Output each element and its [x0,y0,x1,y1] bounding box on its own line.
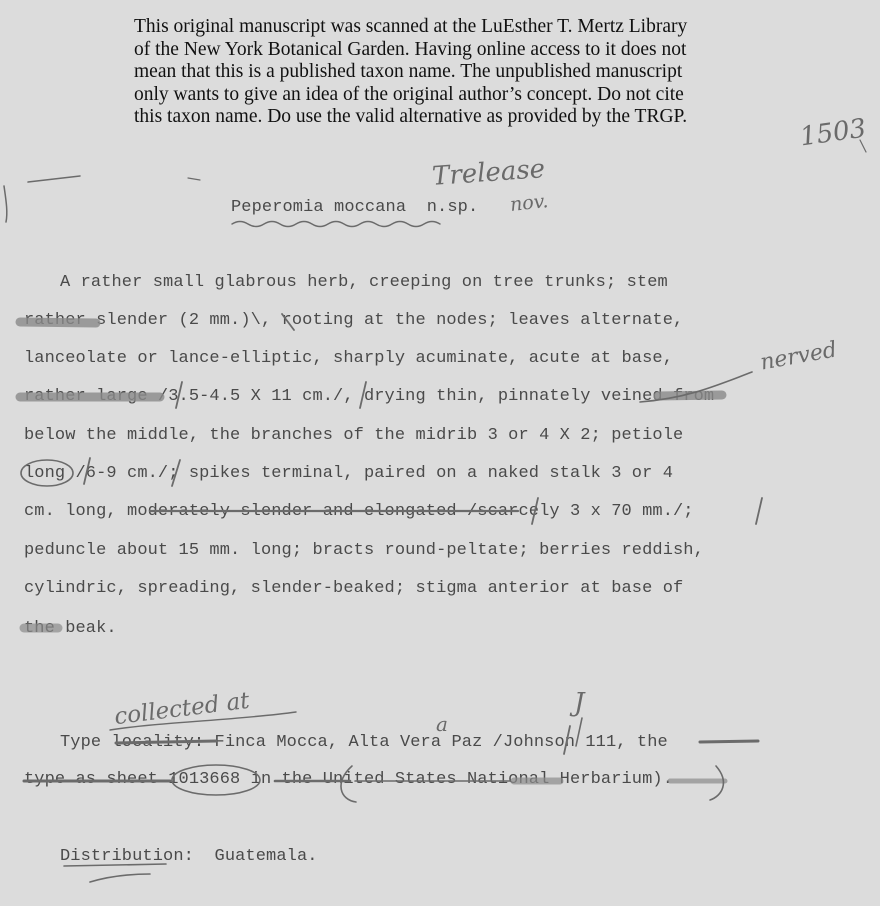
description-line: cylindric, spreading, slender-beaked; stigma anterior at base of [24,579,684,598]
description-line: peduncle about 15 mm. long; bracts round-peltate; berries reddish, [24,541,704,560]
description-line: below the middle, the branches of the midrib 3 or 4 X 2; petiole [24,426,684,445]
description-line: rather slender (2 mm.)\, rooting at the nodes; leaves alternate, [24,311,684,330]
description-line: rather large /3.5-4.5 X 11 cm./, drying thin, pinnately veined from [24,387,715,406]
notice-line: of the New York Botanical Garden. Having online access to it does not [134,38,687,60]
notice-line: only wants to give an idea of the original author’s concept. Do not cite [134,83,684,105]
collected-at-annotation: collected at [112,687,251,731]
description-line: the beak. [24,619,117,638]
species-title: Peperomia moccana n.sp. [231,198,479,217]
description-line: A rather small glabrous herb, creeping on tree trunks; stem [60,273,668,292]
notice-line: mean that this is a published taxon name. The unpublished manuscript [134,61,683,82]
description-line: cm. long, moderately slender and elongated /scarcely 3 x 70 mm./; [24,502,694,521]
description-line: lanceolate or lance-elliptic, sharply acuminate, acute at base, [24,349,674,368]
johnson-correction-annotation: J [574,688,585,718]
nerved-annotation: nerved [758,337,839,376]
alta-correction-annotation: a [436,712,448,736]
type-line: type as sheet 1013668 in the United States National Herbarium). [24,770,674,789]
description-line: long /6-9 cm./; spikes terminal, paired on a naked stalk 3 or 4 [24,464,674,483]
author-annotation: Trelease [431,154,547,192]
type-line: Type locality: Finca Mocca, Alta Vera Paz /Johnson 111, the [60,733,668,752]
notice-line: This original manuscript was scanned at the LuEsther T. Mertz Library [134,16,688,37]
nov-annotation: nov. [508,190,550,216]
library-notice [134,16,774,129]
distribution-line: Distribution: Guatemala. [60,847,318,866]
page-number-annotation: 1503 [798,113,868,153]
notice-line: this taxon name. Do use the valid alternative as provided by the TRGP. [134,106,688,127]
